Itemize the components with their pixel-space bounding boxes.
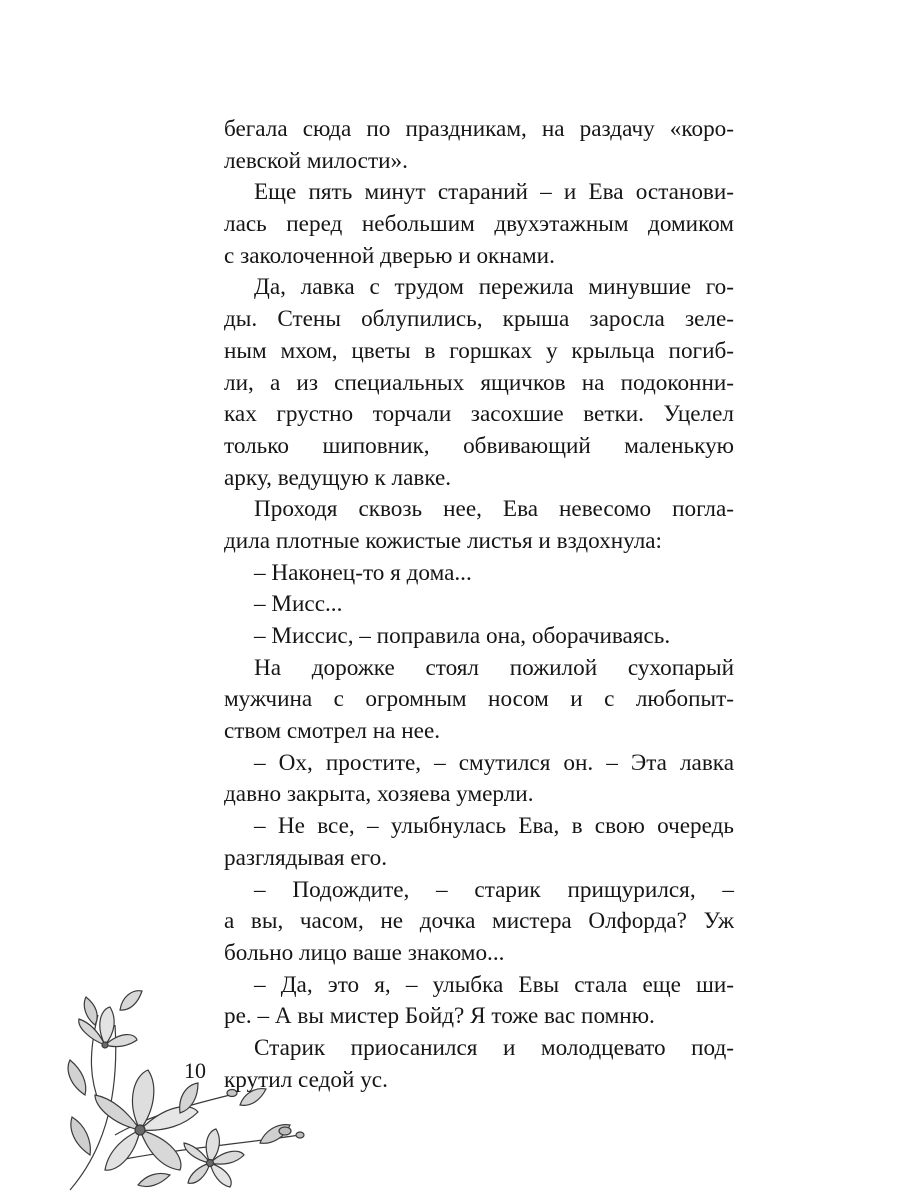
text-line: – Наконец-то я дома... bbox=[254, 559, 472, 586]
text-line: – Мисс... bbox=[254, 591, 343, 618]
text-line: – Не все, – улыбнулась Ева, в свою очередь bbox=[254, 813, 734, 840]
text-line: ре. – А вы мистер Бойд? Я тоже вас помню. bbox=[224, 1003, 655, 1030]
text-line: ли, а из специальных ящичков на подоконни- bbox=[224, 369, 734, 396]
text-line: Да, лавка с трудом пережила минувшие го- bbox=[254, 274, 734, 301]
body-text bbox=[224, 114, 734, 1096]
text-line: больно лицо ваше знакомо... bbox=[224, 939, 505, 966]
text-line: левской милости». bbox=[224, 147, 408, 174]
text-line: лась перед небольшим двухэтажным домиком bbox=[224, 211, 734, 238]
text-line: а вы, часом, не дочка мистера Олфорда? Уж bbox=[224, 908, 734, 935]
text-line: разглядывая его. bbox=[224, 844, 388, 871]
text-line: Старик приосанился и молодцевато под- bbox=[254, 1034, 734, 1061]
text-line: Проходя сквозь нее, Ева невесомо погла- bbox=[254, 496, 734, 523]
text-line: ством смотрел на нее. bbox=[224, 718, 441, 745]
text-line: только шиповник, обвивающий маленькую bbox=[224, 432, 734, 459]
text-line: бегала сюда по праздникам, на раздачу «коро- bbox=[224, 116, 734, 142]
text-line: Еще пять минут стараний – и Ева останови- bbox=[254, 179, 734, 206]
text-line: ным мхом, цветы в горшках у крыльца погиб- bbox=[224, 337, 734, 364]
text-line: арку, ведущую к лавке. bbox=[224, 464, 452, 491]
text-line: – Ох, простите, – смутился он. – Эта лавка bbox=[254, 749, 734, 776]
text-line: крутил седой ус. bbox=[224, 1066, 388, 1093]
text-line: – Да, это я, – улыбка Евы стала еще ши- bbox=[254, 971, 734, 998]
text-line: – Подождите, – старик прищурился, – bbox=[254, 876, 734, 903]
text-line: – Миссис, – поправила она, оборачиваясь. bbox=[254, 623, 671, 649]
text-line: ках грустно торчали засохшие ветки. Уцелел bbox=[224, 401, 734, 428]
text-line: ды. Стены облупились, крыша заросла зеле- bbox=[224, 306, 734, 333]
page-number: 10 bbox=[184, 1058, 206, 1083]
text-line: давно закрыта, хозяева умерли. bbox=[224, 781, 534, 808]
text-line: с заколоченной дверью и окнами. bbox=[224, 242, 555, 269]
text-line: дила плотные кожистые листья и вздохнула: bbox=[224, 527, 663, 554]
text-line: На дорожке стоял пожилой сухопарый bbox=[254, 654, 734, 681]
text-line: мужчина с огромным носом и с любопыт- bbox=[224, 686, 734, 713]
